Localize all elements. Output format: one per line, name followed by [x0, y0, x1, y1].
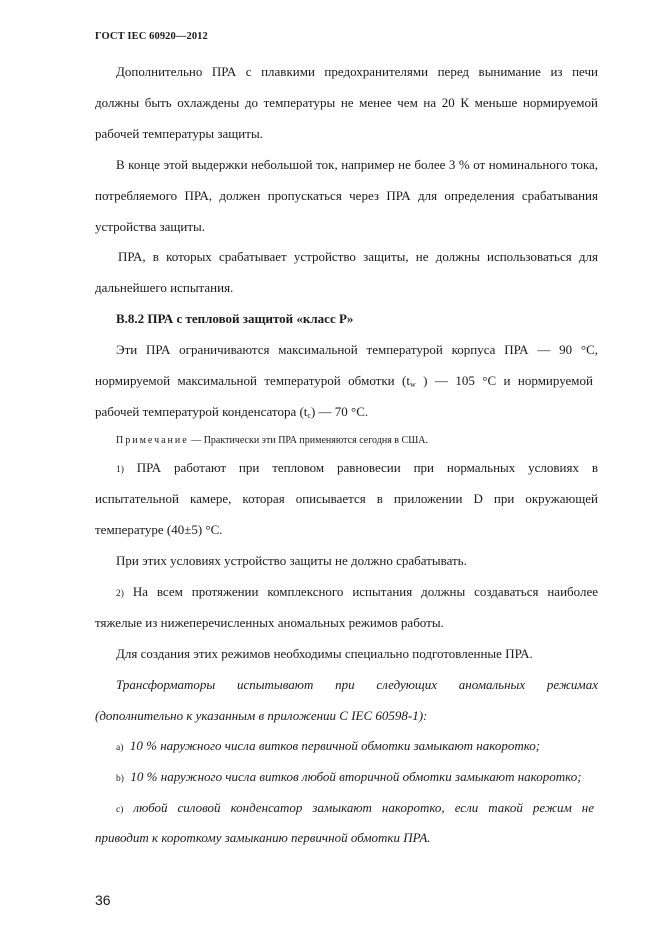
list-item-a-marker: a)	[116, 743, 124, 753]
paragraph-1-line-2: должны быть охлаждены до температуры не менее чем на 20 К меньше нормируемой	[95, 95, 598, 110]
item-2-line-1	[116, 584, 598, 602]
item-2-line-2: тяжелые из нижеперечисленных аномальных режимов работы.	[95, 615, 444, 630]
paragraph-4-line-2-b: ) — 105 °С и нормируемой	[423, 373, 593, 388]
item-1-line-1	[116, 460, 598, 478]
note-label: Примечание	[116, 435, 189, 446]
paragraph-4-line-1: Эти ПРА ограничиваются максимальной температурой корпуса ПРА — 90 °С,	[116, 342, 598, 357]
list-item-c-line-2: приводит к короткому замыканию первичной обмотки ПРА.	[95, 830, 431, 845]
list-item-b	[116, 769, 598, 787]
list-item-b-text: 10 % наружного числа витков любой вторичной обмотки замыкают накоротко;	[130, 769, 582, 784]
list-item-a	[116, 738, 598, 756]
paragraph-1-line-3: рабочей температуры защиты.	[95, 126, 263, 141]
document-header: ГОСТ IEC 60920—2012	[95, 31, 208, 42]
item-1-line-3: температуре (40±5) °С.	[95, 522, 223, 537]
paragraph-4-line-3-b: ) — 70 °С.	[310, 404, 369, 419]
paragraph-3-line-1: ПРА, в которых срабатывает устройство защиты, не должны использоваться для	[118, 249, 598, 264]
item-1-line-1-text: ПРА работают при тепловом равновесии при нормальных условиях в	[136, 460, 598, 475]
list-item-c-line-1-text: любой силовой конденсатор замыкают накоротко, если такой режим не	[133, 800, 594, 815]
paragraph-4-line-3-a: рабочей температурой конденсатора (t	[95, 404, 308, 419]
item-2-marker: 2)	[116, 589, 124, 599]
paragraph-3-line-2: дальнейшего испытания.	[95, 280, 234, 295]
subscript-w: w	[409, 380, 416, 389]
paragraph-2-line-1: В конце этой выдержки небольшой ток, например не более 3 % от номинального тока,	[116, 157, 598, 172]
paragraph-2-line-2: потребляемого ПРА, должен пропускаться через ПРА для определения срабатывания	[95, 188, 598, 203]
note-text: — Практически эти ПРА применяются сегодня в США.	[188, 435, 429, 446]
paragraph-2-line-3: устройства защиты.	[95, 219, 206, 234]
paragraph-1-line-1: Дополнительно ПРА с плавкими предохранителями перед вынимание из печи	[116, 64, 598, 79]
page-number: 36	[95, 892, 111, 908]
paragraph-7-line-1: Трансформаторы испытывают при следующих аномальных режимах	[116, 677, 598, 692]
paragraph-4-line-2	[95, 373, 593, 393]
paragraph-5: При этих условиях устройство защиты не должно срабатывать.	[116, 553, 467, 568]
list-item-a-text: 10 % наружного числа витков первичной обмотки замыкают накоротко;	[129, 738, 541, 753]
item-1-line-2: испытательной камере, которая описывается в приложении D при окружающей	[95, 491, 598, 506]
paragraph-7-line-2: (дополнительно к указанным в приложении С IEC 60598-1):	[95, 708, 428, 723]
item-2-line-1-text: На всем протяжении комплексного испытания должны создаваться наиболее	[132, 584, 598, 599]
paragraph-4-line-3	[95, 404, 598, 424]
section-heading-b82: B.8.2 ПРА с тепловой защитой «класс P»	[116, 311, 354, 326]
list-item-c-marker: c)	[116, 805, 124, 815]
paragraph-4-line-2-a: нормируемой максимальной температурой обмотки (t	[95, 373, 410, 388]
subscript-c: c	[307, 411, 311, 420]
item-1-marker: 1)	[116, 465, 124, 475]
list-item-b-marker: b)	[116, 774, 124, 784]
note	[116, 433, 598, 449]
paragraph-6: Для создания этих режимов необходимы специально подготовленные ПРА.	[116, 646, 533, 661]
list-item-c-line-1	[116, 800, 594, 818]
